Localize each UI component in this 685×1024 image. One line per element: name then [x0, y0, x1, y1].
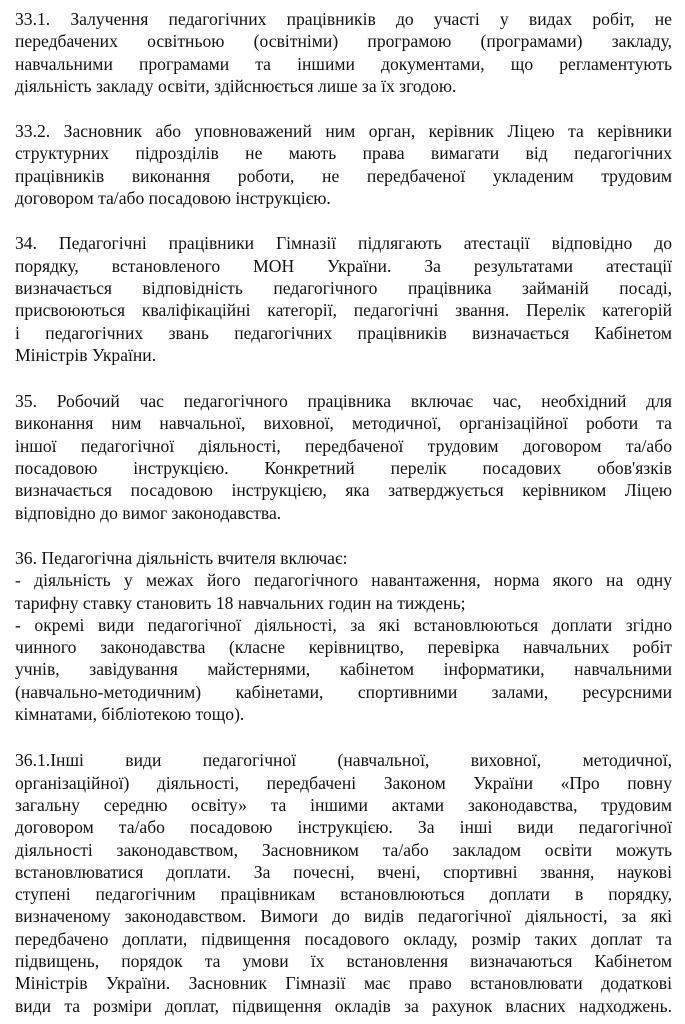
- text-line: виконання ним навчальної, виховної, методичної, організаційної роботи та: [15, 413, 672, 434]
- text-line: ступені педагогічним працівникам встановлюються доплати в порядку,: [15, 884, 672, 905]
- paragraph-33-2: [15, 120, 672, 209]
- text-line: 33.2. Засновник або уповноважений ним орган, керівник Ліцею та керівники: [15, 121, 672, 142]
- text-line: 36. Педагогічна діяльність вчителя включає:: [15, 547, 348, 568]
- text-line: договором та/або посадовою інструкцією.: [15, 188, 331, 209]
- text-line: працівників виконання роботи, не передбаченої укладеним трудовим: [15, 165, 672, 186]
- text-line: 35. Робочий час педагогічного працівника включає час, необхідний для: [15, 391, 672, 412]
- text-line: 36.1.Інші види педагогічної (навчальної, виховної, методичної,: [15, 750, 672, 771]
- text-line: передбачених освітньою (освітніми) програмою (програмами) закладу,: [15, 31, 672, 52]
- text-line: діяльність закладу освіти, здійснюється лише за їх згодою.: [15, 75, 457, 96]
- text-line: передбачено доплати, підвищення посадового окладу, розмір таких доплат та: [15, 928, 672, 949]
- paragraph-35: [15, 390, 672, 524]
- text-line: структурних підрозділів не мають права вимагати від педагогічних: [15, 143, 672, 164]
- text-line: 34. Педагогічні працівники Гімназії підлягають атестації відповідно до: [15, 233, 672, 254]
- text-line: 33.1. Залучення педагогічних працівників до участі у видах робіт, не: [15, 9, 672, 29]
- text-line: Міністрів України. Засновник Гімназії має право встановлювати додаткові: [15, 973, 672, 994]
- text-line: порядку, встановленого МОН України. За результатами атестації: [15, 255, 672, 276]
- list-item-line: (навчально-методичним) кабінетами, спортивними залами, ресурсними: [15, 681, 672, 702]
- text-line: посадовою інструкцією. Конкретний перелік посадових обов'язків: [15, 458, 672, 479]
- paragraph-36: [15, 547, 672, 725]
- text-line: договором та/або посадовою інструкцією. За інші види педагогічної: [15, 817, 672, 838]
- text-line: визначається відповідність педагогічного працівника займаній посаді,: [15, 277, 672, 298]
- list-item-line: кімнатами, бібліотекою тощо).: [15, 704, 245, 725]
- text-line: відповідно до вимог законодавства.: [15, 502, 282, 523]
- text-line: іншої педагогічної діяльності, передбаченої трудовим договором та/або: [15, 435, 672, 456]
- list-item-line: - окремі види педагогічної діяльності, за які встановлюються доплати згідно: [15, 614, 672, 635]
- list-item-line: учнів, завідування майстернями, кабінетом інформатики, навчальними: [15, 659, 672, 680]
- list-item-line: - діяльність у межах його педагогічного навантаження, норма якого на одну: [15, 570, 672, 591]
- text-line: навчальними програмами та іншими документами, що регламентують: [15, 53, 672, 74]
- text-line: діяльності законодавством, Засновником та/або закладом освіти можуть: [15, 839, 672, 860]
- text-line: Міністрів України.: [15, 344, 157, 365]
- text-line: визначеному законодавством. Вимоги до видів педагогічної діяльності, за які: [15, 906, 672, 927]
- text-line: встановлюватися доплати. За почесні, вчені, спортивні звання, наукові: [15, 861, 672, 882]
- list-item-line: чинного законодавства (класне керівництво, перевірка навчальних робіт: [15, 637, 672, 658]
- text-line: присвоюються кваліфікаційні категорії, педагогічні звання. Перелік категорій: [15, 300, 672, 321]
- text-line: загальну середню освіту» та іншими актами законодавства, трудовим: [15, 794, 672, 815]
- paragraph-36-1: [15, 749, 672, 1017]
- paragraph-33-1: [15, 8, 672, 97]
- text-line: види та розміри доплат, підвищення окладів за рахунок власних надходжень.: [15, 995, 672, 1016]
- paragraph-34: [15, 232, 672, 366]
- text-line: визначається посадовою інструкцією, яка затверджується керівником Ліцею: [15, 480, 672, 501]
- text-line: і педагогічних звань педагогічних працівників визначається Кабінетом: [15, 322, 672, 343]
- text-line: організаційної) діяльності, передбачені Законом України «Про повну: [15, 772, 672, 793]
- text-line: підвищень, порядок та умови їх встановлення визначаються Кабінетом: [15, 950, 672, 971]
- document-page: [15, 2, 672, 1017]
- list-item-line: тарифну ставку становить 18 навчальних годин на тиждень;: [15, 592, 466, 613]
